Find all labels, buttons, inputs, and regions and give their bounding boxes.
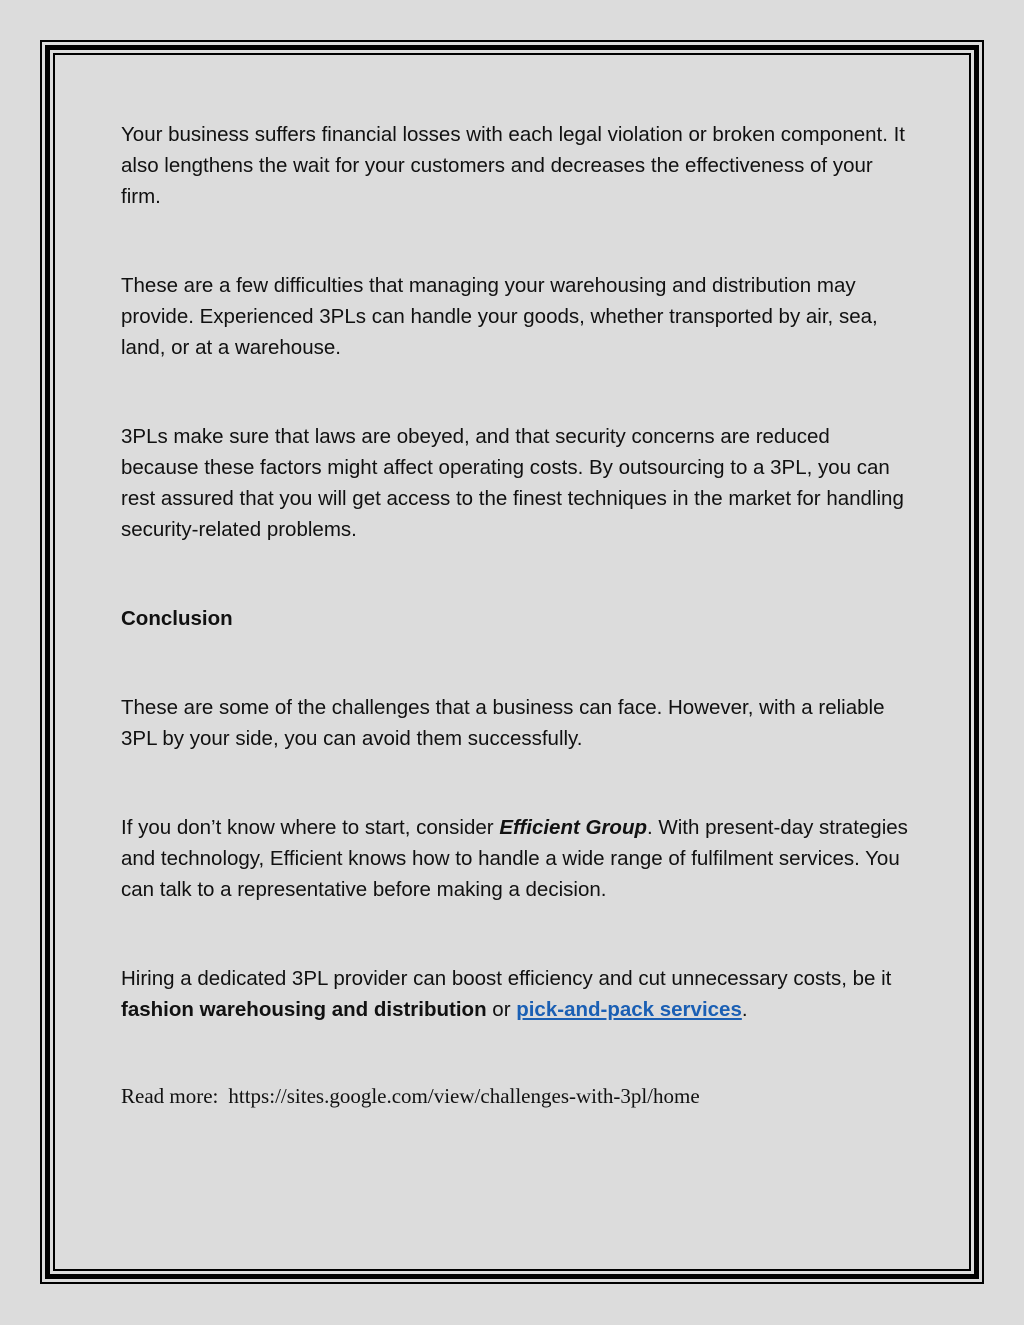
hiring-text-before: Hiring a dedicated 3PL provider can boost efficiency and cut unnecessary costs, be it xyxy=(121,967,892,990)
paragraph-hiring xyxy=(121,963,911,1025)
paragraph-financial-losses: Your business suffers financial losses with each legal violation or broken component. It also lengthens the wait for your customers and decreases the effectiveness of your firm. xyxy=(121,123,906,208)
fashion-warehousing-bold: fashion warehousing and distribution xyxy=(121,998,487,1021)
efficient-text-before: If you don’t know where to start, consider xyxy=(121,816,500,839)
read-more-url[interactable]: https://sites.google.com/view/challenges-with-3pl/home xyxy=(228,1084,700,1108)
read-more-line xyxy=(121,1081,911,1112)
paragraph-efficient-group xyxy=(121,812,911,905)
document-body xyxy=(121,119,911,1133)
paragraph-difficulties: These are a few difficulties that managing your warehousing and distribution may provide. Experienced 3PLs can handle your goods, whether transported by air, sea, land, or at a warehouse. xyxy=(121,274,878,359)
paragraph-security: 3PLs make sure that laws are obeyed, and that security concerns are reduced because these factors might affect operating costs. By outsourcing to a 3PL, you can rest assured that you will get access to the finest techniques in the market for handling security-related problems. xyxy=(121,425,904,541)
conclusion-heading: Conclusion xyxy=(121,607,233,630)
pick-and-pack-link[interactable]: pick-and-pack services xyxy=(516,998,742,1021)
efficient-text-after: . With present-day strategies and technology, Efficient knows how to handle a wide range of fulfilment services. You can talk to a representative before making a decision. xyxy=(121,816,908,901)
efficient-group-emphasis: Efficient Group xyxy=(499,816,647,839)
hiring-text-middle: or xyxy=(486,998,517,1021)
read-more-label: Read more: xyxy=(121,1084,219,1108)
hiring-text-after: . xyxy=(741,998,748,1021)
paragraph-conclusion: These are some of the challenges that a business can face. However, with a reliable 3PL by your side, you can avoid them successfully. xyxy=(121,696,885,750)
